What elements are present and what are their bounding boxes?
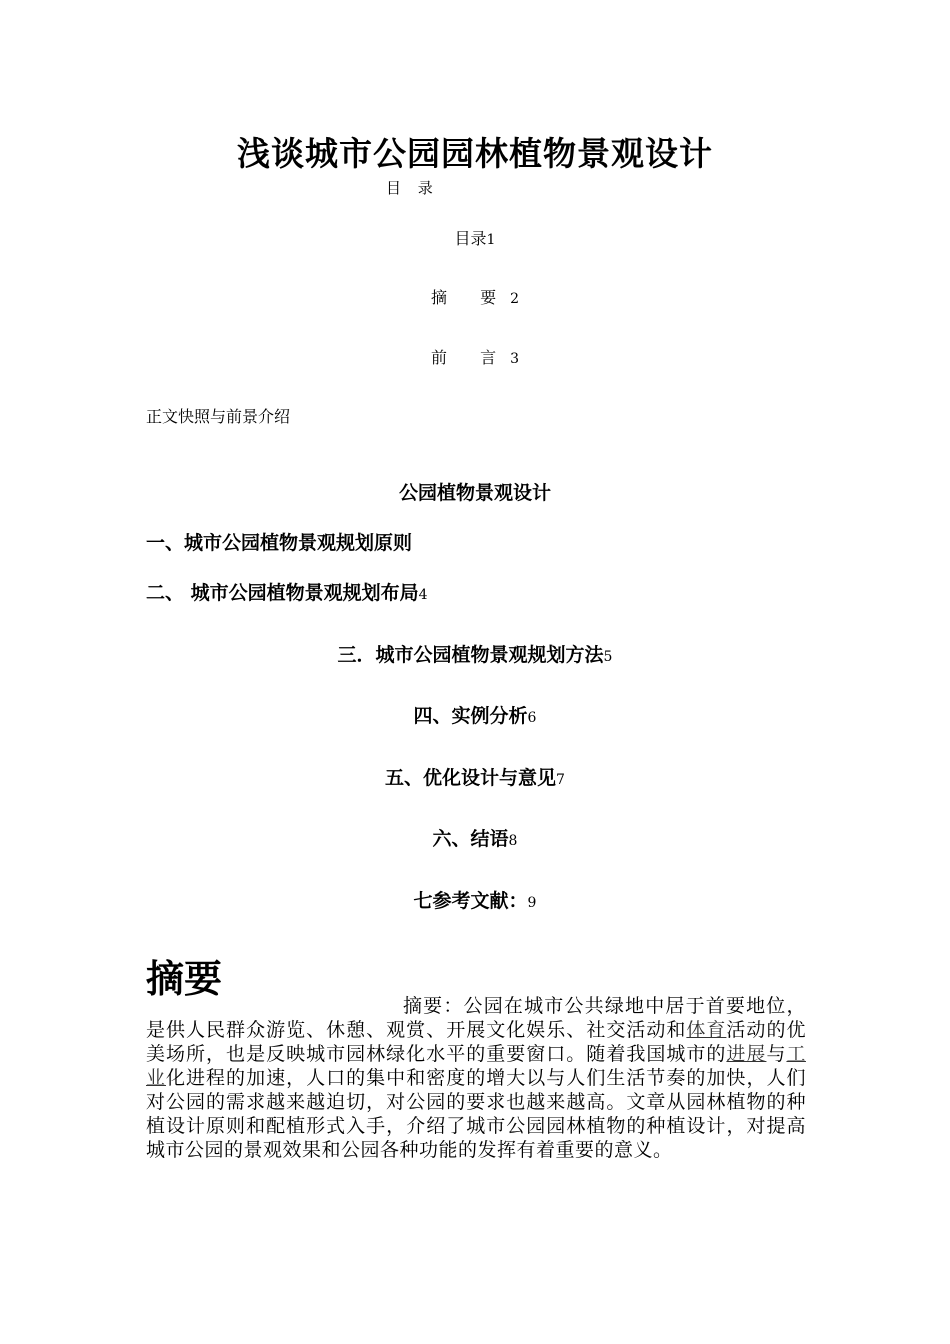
toc-page-number: 7: [556, 772, 565, 788]
abstract-link[interactable]: 工业: [146, 1043, 806, 1089]
toc-page-number: 5: [603, 649, 613, 665]
toc-page-number: 2: [510, 291, 519, 307]
toc-entry-label: 摘 要: [430, 288, 511, 307]
intro-note: 正文快照与前景介绍: [146, 407, 291, 426]
toc-entry-7[interactable]: [0, 886, 950, 913]
toc-entry-4[interactable]: [0, 701, 950, 728]
abstract-paragraph: [146, 994, 806, 1162]
toc-entry-1[interactable]: [146, 528, 412, 555]
toc-entry-2[interactable]: [146, 578, 428, 605]
toc-entry-mulu[interactable]: [0, 226, 950, 249]
toc-entry-qianyan[interactable]: [0, 345, 950, 368]
section-title: 公园植物景观设计: [398, 482, 551, 504]
toc-entry-6[interactable]: [0, 824, 950, 851]
toc-page-number: 4: [418, 587, 428, 603]
toc-page-number: 8: [508, 833, 518, 849]
toc-page-number: 6: [527, 710, 537, 726]
toc-entry-label: 五、优化设计与意见: [385, 767, 557, 789]
toc-entry-label: 一、城市公园植物景观规划原则: [146, 532, 413, 554]
toc-entry-zhaiyao[interactable]: [0, 285, 950, 308]
toc-entry-3[interactable]: [0, 640, 950, 667]
abstract-text: 活动的优美场所，也是反映城市园林绿化水平的重要窗口。随着我国城市的: [146, 1019, 806, 1065]
abstract-text: 与: [766, 1043, 787, 1065]
toc-heading: 目 录: [386, 179, 439, 197]
toc-page-number: 3: [510, 351, 519, 367]
toc-entry-label: 六、结语: [432, 828, 509, 850]
abstract-text: 摘要：公园在城市公共绿地中居于首要地位，是供人民群众游览、休憩、观赏、开展文化娱乐、社交活动和: [146, 995, 806, 1041]
toc-entry-label: 七参考文献：: [413, 890, 528, 912]
document-title: 浅谈城市公园园林植物景观设计: [237, 134, 713, 173]
toc-entry-label: 目录: [454, 229, 487, 248]
abstract-heading: 摘要: [146, 957, 223, 1001]
abstract-link[interactable]: 体育: [686, 1019, 727, 1041]
abstract-text: 化进程的加速，人口的集中和密度的增大以与人们生活节奏的加快，人们对公园的需求越来越迫切，对公园的要求也越来越高。文章从园林植物的种植设计原则和配植形式入手，介绍了城市公园园林植物的种植设计，对提高城市公园的景观效果和公园各种功能的发挥有着重要的意义。: [146, 1067, 806, 1161]
toc-entry-label: 前 言: [430, 348, 511, 367]
toc-entry-label: 四、实例分析: [413, 705, 528, 727]
toc-page-number: 9: [527, 895, 537, 911]
toc-entry-5[interactable]: [0, 763, 950, 790]
toc-page-number: 1: [486, 232, 496, 248]
toc-entry-label: 三．城市公园植物景观规划方法: [337, 644, 604, 666]
abstract-link[interactable]: 进展: [726, 1043, 767, 1065]
toc-entry-label: 二、 城市公园植物景观规划布局: [146, 582, 419, 604]
